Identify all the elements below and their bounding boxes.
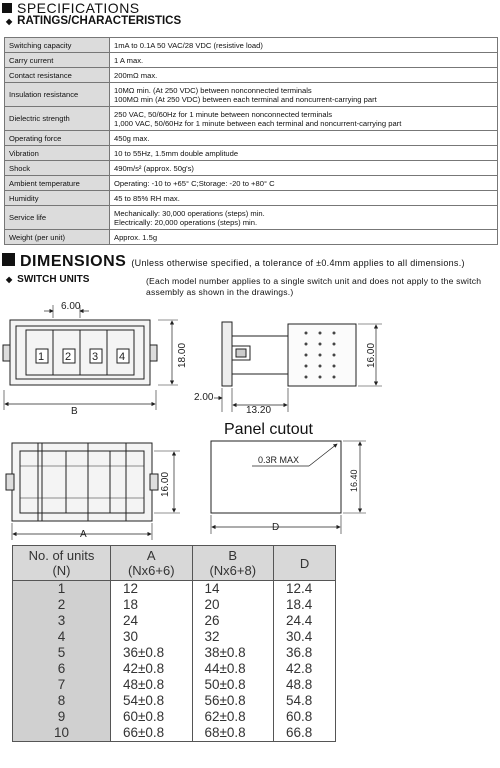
- pin-dot: [333, 354, 336, 357]
- pitch-label: 6.00: [61, 301, 81, 312]
- side-height-label: 16.00: [366, 342, 377, 368]
- dimension-cell: 62±0.8: [192, 709, 274, 725]
- dimension-cell: 36±0.8: [110, 645, 192, 661]
- spec-value-line: Approx. 1.5g: [114, 232, 158, 242]
- pin-dot: [333, 343, 336, 346]
- spec-label: Contact resistance: [5, 68, 110, 83]
- pin-dot: [319, 376, 322, 379]
- pin-dot: [305, 376, 308, 379]
- spec-label: Ambient temperature: [5, 176, 110, 191]
- height-label: 18.00: [177, 342, 188, 368]
- dimension-cell: 38±0.8: [192, 645, 274, 661]
- table-row: [13, 709, 336, 725]
- dimension-cell: 50±0.8: [192, 677, 274, 693]
- pin-dot: [333, 365, 336, 368]
- spec-label: Humidity: [5, 191, 110, 206]
- dimension-cell: 36.8: [274, 645, 336, 661]
- dimension-cell: 44±0.8: [192, 661, 274, 677]
- side-offset-label: 2.00: [194, 392, 214, 403]
- digit-label: 2: [65, 351, 72, 363]
- units-count-cell: 8: [13, 693, 111, 709]
- spec-label: Insulation resistance: [5, 83, 110, 107]
- header-line: D: [299, 555, 310, 571]
- spec-value-line: Operating: -10 to +65° C;Storage: -20 to +80° C: [114, 178, 275, 188]
- dimension-cell: 54±0.8: [110, 693, 192, 709]
- header-line: No. of units: [28, 548, 95, 563]
- dimension-cell: 24.4: [274, 613, 336, 629]
- dimension-cell: 18.4: [274, 597, 336, 613]
- width-b-label: B: [71, 406, 78, 417]
- header-line: A: [146, 548, 156, 563]
- spec-label: Shock: [5, 161, 110, 176]
- spec-value-line: 200mΩ max.: [114, 70, 158, 80]
- header-line: B: [228, 548, 238, 563]
- units-count-cell: 10: [13, 725, 111, 742]
- dimension-cell: 14: [192, 581, 274, 598]
- units-count-cell: 9: [13, 709, 111, 725]
- dimension-cell: 66±0.8: [110, 725, 192, 742]
- spec-label: Dielectric strength: [5, 107, 110, 131]
- pin-dot: [319, 354, 322, 357]
- dimension-cell: 48±0.8: [110, 677, 192, 693]
- side-depth-label: 13.20: [246, 405, 272, 416]
- spec-value-line: 1,000 VAC, 50/60Hz for 1 minute between each terminal and noncurrent-carrying part: [114, 118, 402, 128]
- side-view: [214, 322, 382, 412]
- pin-dot: [305, 343, 308, 346]
- units-count-cell: 3: [13, 613, 111, 629]
- units-count-cell: 5: [13, 645, 111, 661]
- dimension-cell: 20: [192, 597, 274, 613]
- table-row: [13, 661, 336, 677]
- header-line: (Nx6+8): [209, 563, 257, 578]
- dimension-cell: 56±0.8: [192, 693, 274, 709]
- digit-label: 4: [119, 351, 126, 363]
- units-column-header: [110, 546, 192, 581]
- pin-dot: [319, 343, 322, 346]
- pin-dot: [305, 332, 308, 335]
- spec-value-line: 1 A max.: [114, 55, 144, 65]
- dimension-cell: 48.8: [274, 677, 336, 693]
- dimension-cell: 60.8: [274, 709, 336, 725]
- switch-units-note: (Each model number applies to a single switch unit and does not apply to the switch assembly as shown in the drawings.): [146, 276, 482, 297]
- digit-label: 3: [92, 351, 99, 363]
- units-table: [12, 545, 336, 742]
- front-view: [3, 305, 178, 410]
- spec-value-line: 1mA to 0.1A 50 VAC/28 VDC (resistive load): [114, 40, 263, 50]
- pin-dot: [333, 376, 336, 379]
- table-row: [13, 645, 336, 661]
- dimension-cell: 30: [110, 629, 192, 645]
- pin-dot: [305, 365, 308, 368]
- table-row: [13, 677, 336, 693]
- dimension-cell: 60±0.8: [110, 709, 192, 725]
- spec-label: Operating force: [5, 131, 110, 146]
- spec-value-line: 450g max.: [114, 133, 150, 143]
- spec-value-line: 10 to 55Hz, 1.5mm double amplitude: [114, 148, 239, 158]
- spec-value-line: 45 to 85% RH max.: [114, 193, 180, 203]
- width-a-label: A: [80, 529, 87, 540]
- spec-value-line: 250 VAC, 50/60Hz for 1 minute between nonconnected terminals: [114, 109, 333, 119]
- dimension-cell: 54.8: [274, 693, 336, 709]
- dimension-cell: 12.4: [274, 581, 336, 598]
- dimension-cell: 66.8: [274, 725, 336, 742]
- table-row: [13, 597, 336, 613]
- spec-value-line: 10MΩ min. (At 250 VDC) between nonconnected terminals: [114, 85, 312, 95]
- dimension-cell: 24: [110, 613, 192, 629]
- spec-label: Carry current: [5, 53, 110, 68]
- dimension-cell: 68±0.8: [192, 725, 274, 742]
- pin-dot: [333, 332, 336, 335]
- table-row: [13, 581, 336, 598]
- units-count-cell: 1: [13, 581, 111, 598]
- header-line: (Nx6+6): [127, 563, 175, 578]
- pin-dot: [305, 354, 308, 357]
- specifications-title: SPECIFICATIONS: [17, 0, 140, 16]
- units-count-cell: 4: [13, 629, 111, 645]
- tolerance-note: (Unless otherwise specified, a tolerance of ±0.4mm applies to all dimensions.): [131, 258, 465, 268]
- dimensions-title: DIMENSIONS: [20, 253, 127, 270]
- units-count-cell: 6: [13, 661, 111, 677]
- units-column-header: [13, 546, 111, 581]
- diamond-bullet-icon: ◆: [6, 275, 13, 284]
- diamond-bullet-icon: ◆: [6, 16, 13, 26]
- dimension-cell: 32: [192, 629, 274, 645]
- bottom-height-label: 16.00: [160, 471, 171, 497]
- spec-label: Weight (per unit): [5, 230, 110, 245]
- spec-label: Vibration: [5, 146, 110, 161]
- header-line: (N): [52, 563, 71, 578]
- units-count-cell: 2: [13, 597, 111, 613]
- cutout-height-label: 16.40: [349, 469, 359, 492]
- units-column-header: [274, 546, 336, 581]
- dimension-cell: 42±0.8: [110, 661, 192, 677]
- bottom-view: [6, 443, 180, 540]
- radius-label: 0.3R MAX: [258, 455, 300, 465]
- table-row: [13, 613, 336, 629]
- dimension-cell: 12: [110, 581, 192, 598]
- table-row: [13, 629, 336, 645]
- digit-label: 1: [38, 351, 45, 363]
- width-d-label: D: [272, 522, 280, 533]
- dimension-cell: 18: [110, 597, 192, 613]
- spec-value-line: 490m/s² (approx. 50g's): [114, 163, 194, 173]
- ratings-title: RATINGS/CHARACTERISTICS: [17, 15, 182, 27]
- dimension-cell: 26: [192, 613, 274, 629]
- panel-cutout-title: Panel cutout: [224, 421, 313, 438]
- spec-value-line: Mechanically: 30,000 operations (steps) min.: [114, 208, 265, 218]
- spec-label: Service life: [5, 206, 110, 230]
- table-row: [13, 725, 336, 742]
- dimension-cell: 30.4: [274, 629, 336, 645]
- spec-label: Switching capacity: [5, 38, 110, 53]
- table-row: [13, 693, 336, 709]
- dimension-cell: 42.8: [274, 661, 336, 677]
- switch-units-title: SWITCH UNITS: [17, 274, 90, 285]
- units-count-cell: 7: [13, 677, 111, 693]
- pin-dot: [319, 332, 322, 335]
- spec-value-line: Electrically: 20,000 operations (steps) min.: [114, 217, 258, 227]
- units-column-header: [192, 546, 274, 581]
- spec-value-line: 100MΩ min (At 250 VDC) between each terminal and noncurrent-carrying part: [114, 94, 377, 104]
- pin-dot: [319, 365, 322, 368]
